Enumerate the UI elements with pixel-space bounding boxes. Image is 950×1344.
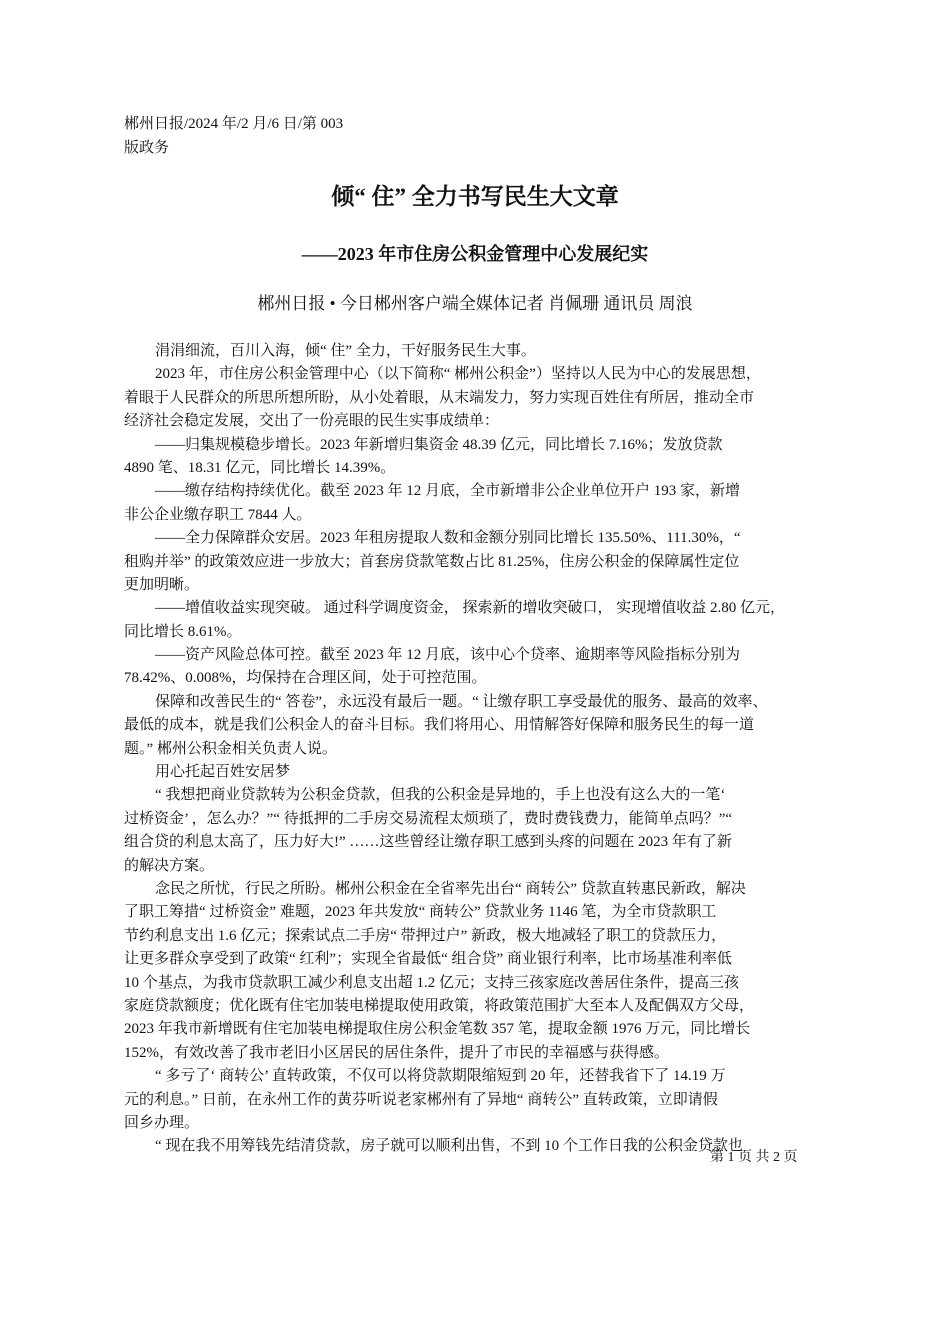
body-line: 组合贷的利息太高了，压力好大!” ……这些曾经让缴存职工感到头疼的问题在 2023 年有了新: [124, 834, 732, 851]
body-line: 着眼于人民群众的所思所想所盼，从小处着眼，从末端发力，努力实现百姓住有所居，推动全市: [124, 389, 755, 406]
body-line: ——归集规模稳步增长。2023 年新增归集资金 48.39 亿元，同比增长 7.16%；发放贷款: [155, 436, 723, 453]
body-line: 念民之所忧，行民之所盼。郴州公积金在全省率先出台“ 商转公” 贷款直转惠民新政，解决: [155, 880, 746, 897]
source-line-1: 郴州日报/2024 年/2 月/6 日/第 003: [124, 116, 344, 132]
body-line: 让更多群众享受到了政策“ 红利”；实现全省最低“ 组合贷” 商业银行利率，比市场基准利率低: [124, 951, 732, 968]
body-line: ——资产风险总体可控。截至 2023 年 12 月底，该中心个贷率、逾期率等风险指标分别为: [155, 647, 741, 664]
body-line: “ 我想把商业贷款转为公积金贷款，但我的公积金是异地的，手上也没有这么大的一笔‘: [155, 787, 726, 804]
body-line: 152%，有效改善了我市老旧小区居民的居住条件，提升了市民的幸福感与获得感。: [124, 1044, 669, 1061]
body-line: 的解决方案。: [124, 857, 215, 874]
body-line: 10 个基点，为我市贷款职工减少利息支出超 1.2 亿元；支持三孩家庭改善居住条件，提高三孩: [124, 974, 740, 991]
body-line: 过桥资金’ ，怎么办？”“ 待抵押的二手房交易流程太烦琐了，费时费钱费力，能简单点吗？”“: [124, 810, 733, 827]
article-subtitle: ——2023 年市住房公积金管理中心发展纪实: [301, 244, 649, 264]
body-line: “ 现在我不用筹钱先结清贷款，房子就可以顺利出售，不到 10 个工作日我的公积金贷款也: [155, 1138, 743, 1155]
body-line: 元的利息。” 日前，在永州工作的黄芬听说老家郴州有了异地“ 商转公” 直转政策，立即请假: [124, 1091, 718, 1108]
body-line: 用心托起百姓安居梦: [155, 764, 291, 781]
body-line: ——缴存结构持续优化。截至 2023 年 12 月底，全市新增非公企业单位开户 193 家，新增: [155, 483, 741, 500]
body-line: 节约利息支出 1.6 亿元；探索试点二手房“ 带押过户” 新政，极大地减轻了职工的贷款压力，: [124, 927, 727, 944]
body-line: 经济社会稳定发展，交出了一份亮眼的民生实事成绩单：: [124, 413, 500, 430]
body-line: ——增值收益实现突破。 通过科学调度资金， 探索新的增收突破口， 实现增值收益 2.80 亿元，: [155, 600, 786, 617]
article-body: [124, 340, 834, 1159]
body-line: “ 多亏了‘ 商转公’ 直转政策，不仅可以将贷款期限缩短到 20 年，还替我省下了 14.19 万: [155, 1068, 726, 1085]
body-line: 更加明晰。: [124, 576, 200, 593]
source-info: [124, 112, 343, 160]
article-title: 倾“ 住” 全力书写民生大文章: [331, 184, 619, 209]
body-line: 了职工筹措“ 过桥资金” 难题，2023 年共发放“ 商转公” 贷款业务 1146 笔，为全市贷款职工: [124, 904, 717, 921]
body-line: 题。” 郴州公积金相关负责人说。: [124, 740, 337, 757]
body-line: 同比增长 8.61%。: [124, 623, 242, 640]
body-line: 4890 笔、18.31 亿元，同比增长 14.39%。: [124, 459, 396, 476]
body-line: 回乡办理。: [124, 1114, 200, 1131]
body-line: 涓涓细流，百川入海，倾“ 住” 全力，干好服务民生大事。: [155, 343, 536, 359]
body-line: 家庭贷款额度；优化既有住宅加装电梯提取使用政策，将政策范围扩大至本人及配偶双方父母，: [124, 997, 755, 1014]
body-line: 非公企业缴存职工 7844 人。: [124, 506, 312, 523]
body-line: 2023 年，市住房公积金管理中心（以下简称“ 郴州公积金”）坚持以人民为中心的发展思想，: [155, 366, 761, 383]
body-line: 78.42%、0.008%，均保持在合理区间，处于可控范围。: [124, 670, 487, 687]
body-line: 最低的成本，就是我们公积金人的奋斗目标。我们将用心、用情解答好保障和服务民生的每一道: [124, 717, 755, 734]
body-line: ——全力保障群众安居。2023 年租房提取人数和金额分别同比增长 135.50%、111.30%，“: [155, 530, 741, 547]
body-line: 保障和改善民生的“ 答卷”，永远没有最后一题。“ 让缴存职工享受最优的服务、最高的效率、: [155, 693, 768, 710]
article-byline: 郴州日报 • 今日郴州客户端全媒体记者 肖佩珊 通讯员 周浪: [257, 294, 693, 313]
body-line: 租购并举” 的政策效应进一步放大；首套房贷款笔数占比 81.25%，住房公积金的保障属性定位: [124, 553, 740, 570]
source-line-2: 版政务: [124, 140, 170, 156]
body-line: 2023 年我市新增既有住宅加装电梯提取住房公积金笔数 357 笔，提取金额 1976 万元，同比增长: [124, 1021, 751, 1038]
page-indicator: 第 1 页 共 2 页: [710, 1150, 798, 1165]
